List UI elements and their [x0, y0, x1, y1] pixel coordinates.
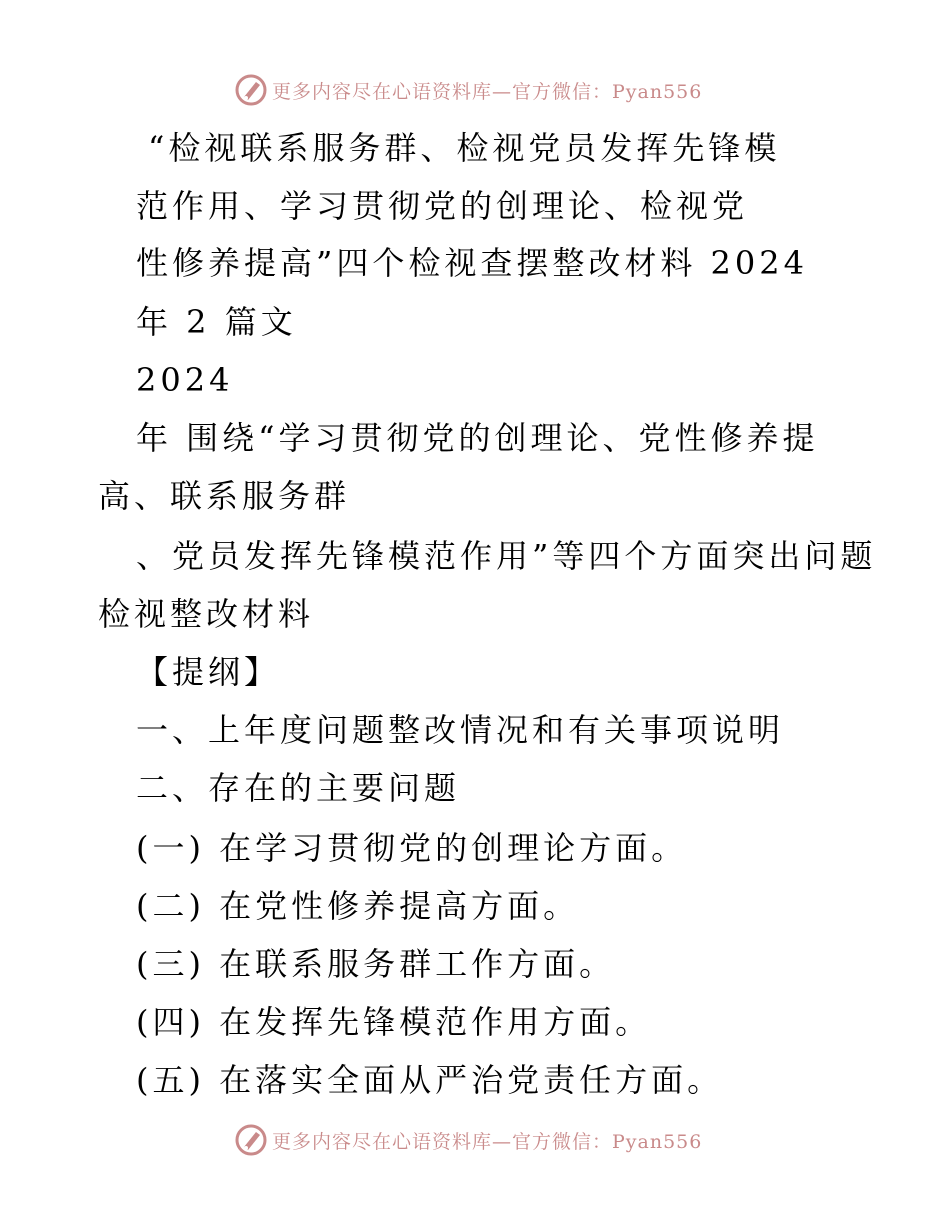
outline-subitem-2: (二) 在党性修养提高方面。: [136, 887, 580, 925]
title-line-4: 年 2 篇文: [136, 303, 297, 341]
outline-item-1: 一、上年度问题整改情况和有关事项说明: [136, 711, 785, 749]
year-line: 2024: [136, 361, 234, 399]
title-line-3: 性修养提高”四个检视查摆整改材料 2024: [136, 244, 808, 282]
outline-item-2: 二、存在的主要问题: [136, 769, 461, 807]
outline-subitem-3: (三) 在联系服务群工作方面。: [136, 945, 616, 983]
paragraph-line-4: 检视整改材料: [98, 595, 315, 633]
title-line-2: 范作用、学习贯彻党的创理论、检视党: [136, 187, 749, 225]
pen-circle-logo-icon: [234, 73, 268, 107]
paragraph-line-1: 年 围绕“学习贯彻党的创理论、党性修养提: [136, 419, 819, 457]
outline-heading: 【提纲】: [136, 653, 281, 691]
pen-circle-logo-icon: [234, 1123, 268, 1157]
outline-subitem-1: (一) 在学习贯彻党的创理论方面。: [136, 829, 688, 867]
watermark-header: [234, 72, 702, 108]
paragraph-line-3: 、党员发挥先锋模范作用”等四个方面突出问题: [136, 537, 877, 575]
paragraph-line-2: 高、联系服务群: [98, 477, 351, 515]
outline-subitem-4: (四) 在发挥先锋模范作用方面。: [136, 1003, 652, 1041]
outline-subitem-5: (五) 在落实全面从严治党责任方面。: [136, 1061, 724, 1099]
watermark-footer: [234, 1122, 702, 1158]
title-line-1: “检视联系服务群、检视党员发挥先锋模: [148, 129, 781, 167]
watermark-text: 更多内容尽在心语资料库—官方微信：Pyan556: [272, 1130, 703, 1153]
watermark-text: 更多内容尽在心语资料库—官方微信：Pyan556: [272, 80, 703, 103]
